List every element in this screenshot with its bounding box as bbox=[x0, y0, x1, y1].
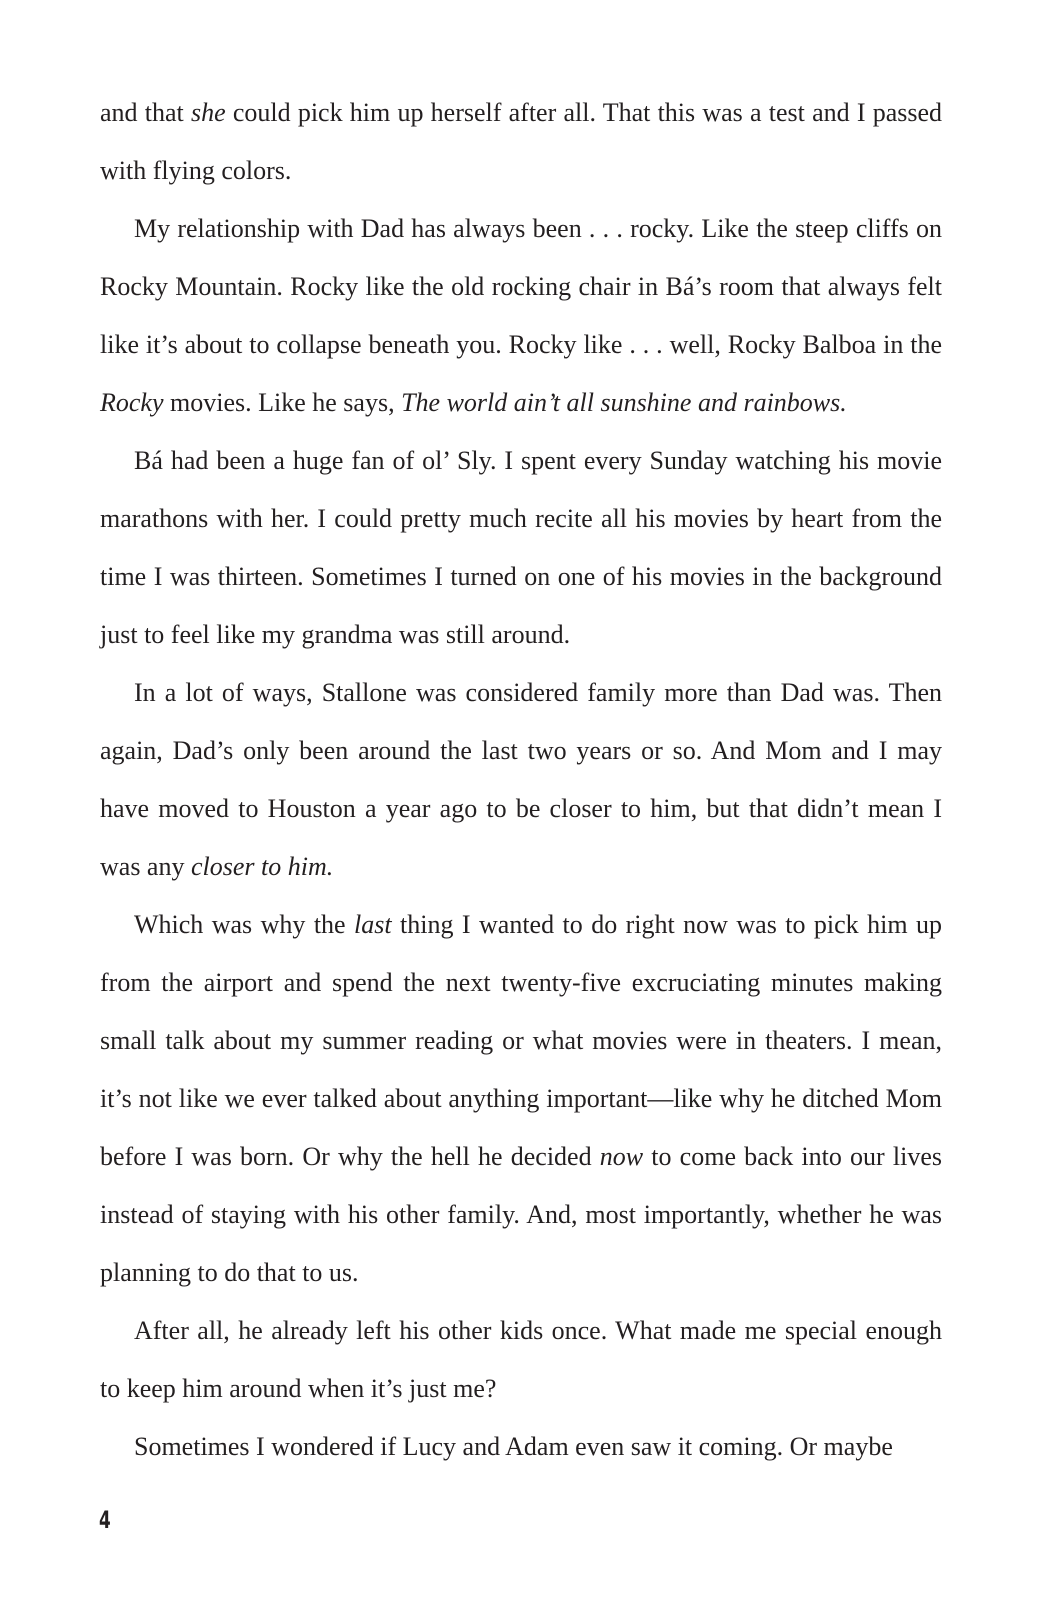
italic-text: Rocky bbox=[100, 388, 164, 417]
italic-text: The world ain’t all sunshine and rainbows. bbox=[401, 388, 847, 417]
paragraph bbox=[100, 664, 942, 896]
paragraph bbox=[100, 1302, 942, 1418]
text-run: After all, he already left his other kids once. What made me special enough to keep him around when it’s just me? bbox=[100, 1316, 942, 1403]
text-run: thing I wanted to do right now was to pick him up from the airport and spend the next twenty-five excruciating minutes making small talk about my summer reading or what movies were in theaters. I mean, it’s not like we ever talked about anything important—like why he ditched Mom before I was born. Or why the hell he decided bbox=[100, 910, 942, 1171]
body-text bbox=[100, 84, 942, 1476]
text-run: movies. Like he says, bbox=[163, 388, 402, 417]
text-run: My relationship with Dad has always been . . . rocky. Like the steep cliffs on Rocky Mountain. Rocky like the old rocking chair in Bá’s room that always felt like it’s about to collapse beneath you. Rocky like . . . well, Rocky Balboa in the bbox=[100, 214, 942, 359]
italic-text: last bbox=[354, 910, 392, 939]
italic-text: now bbox=[599, 1142, 644, 1171]
paragraph bbox=[100, 896, 942, 1302]
paragraph bbox=[100, 1418, 942, 1476]
italic-text: closer to him. bbox=[190, 852, 334, 881]
text-run: Which was why the bbox=[134, 910, 355, 939]
text-run: In a lot of ways, Stallone was considered family more than Dad was. Then again, Dad’s only been around the last two years or so. And Mom and I may have moved to Houston a year ago to be closer to him, but that didn’t mean I was any bbox=[100, 678, 942, 881]
italic-text: she bbox=[190, 98, 226, 127]
text-run: and that bbox=[100, 98, 191, 127]
text-run: could pick him up herself after all. That this was a test and I passed with flying colors. bbox=[100, 98, 943, 185]
page-number: 4 bbox=[99, 1506, 111, 1534]
paragraph bbox=[100, 200, 942, 432]
paragraph bbox=[100, 84, 942, 200]
paragraph bbox=[100, 432, 942, 664]
text-run: to come back into our lives instead of staying with his other family. And, most importantly, whether he was planning to do that to us. bbox=[100, 1142, 942, 1287]
text-run: Sometimes I wondered if Lucy and Adam even saw it coming. Or maybe bbox=[134, 1432, 893, 1461]
text-run: Bá had been a huge fan of ol’ Sly. I spent every Sunday watching his movie marathons with her. I could pretty much recite all his movies by heart from the time I was thirteen. Sometimes I turned on one of his movies in the background just to feel like my grandma was still around. bbox=[100, 446, 942, 649]
